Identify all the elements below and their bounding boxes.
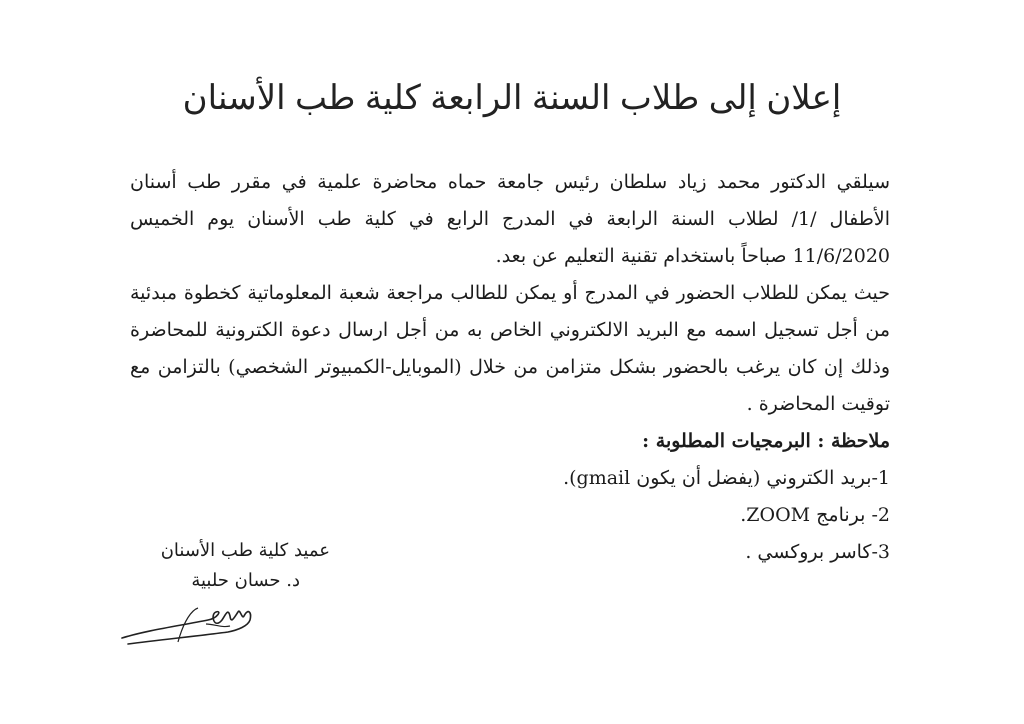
signature-block [110,536,330,596]
requirement-item-proxy: 3-كاسر بروكسي . [745,541,890,563]
handwritten-signature-icon [118,590,278,650]
requirement-item-email: 1-بريد الكتروني (يفضل أن يكون gmail). [563,467,890,489]
announcement-body [130,164,890,571]
announcement-title: إعلان إلى طلاب السنة الرابعة كلية طب الأسنان [182,79,842,117]
paragraph-lecture-info: سيلقي الدكتور محمد زياد سلطان رئيس جامعة حماه محاضرة علمية في مقرر طب أسنان الأطفال /1/ لطلاب السنة الرابعة في المدرج الرابع في كلية طب الأسنان يوم الخميس 11/6/2020 صباحاً باستخدام تقنية التعليم عن بعد. [130,171,890,267]
dean-name: د. حسان حلبية [191,570,300,591]
requirement-item-zoom: 2- برنامج ZOOM. [740,504,890,526]
dean-title: عميد كلية طب الأسنان [160,540,330,561]
note-heading: ملاحظة : البرمجيات المطلوبة : [642,430,890,452]
paragraph-attendance-info: حيث يمكن للطلاب الحضور في المدرج أو يمكن للطالب مراجعة شعبة المعلوماتية كخطوة مبدئية من أجل تسجيل اسمه مع البريد الالكتروني الخاص به من أجل ارسال دعوة الكترونية للمحاضرة وذلك إن كان يرغب بالحضور بشكل متزامن من خلال (الموبايل-الكمبيوتر الشخصي) بالتزامن مع توقيت المحاضرة . [130,282,890,415]
